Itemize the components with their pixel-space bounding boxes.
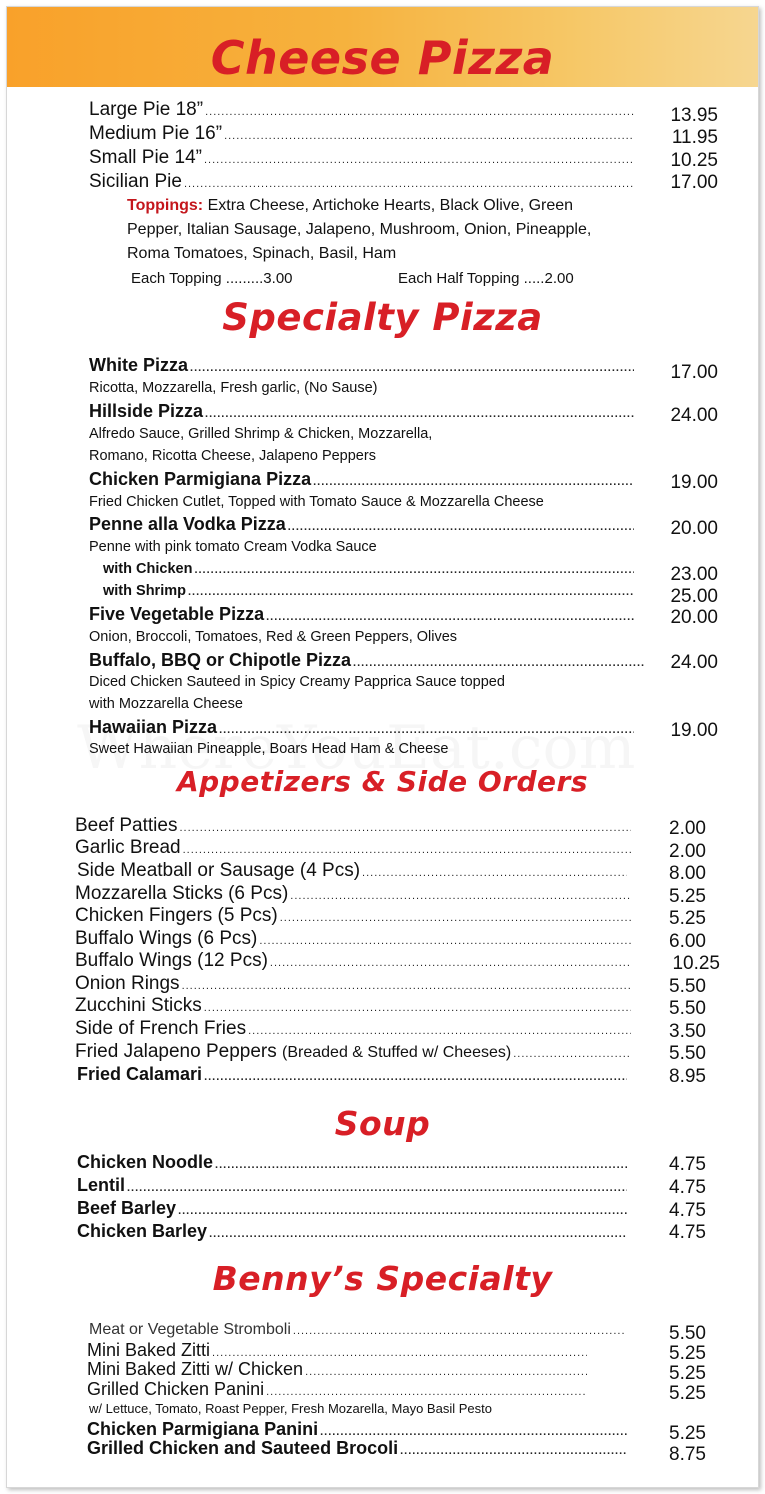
menu-item-small-pie: [89, 147, 634, 169]
menu-item-chicken-parmigiana-panini: [87, 1419, 627, 1440]
item-name: Buffalo Wings (12 Pcs): [75, 950, 268, 971]
toppings-line: Toppings: Extra Cheese, Artichoke Hearts, Black Olive, Green: [127, 197, 574, 214]
item-price: 25.00: [670, 586, 718, 607]
item-price: 10.25: [672, 953, 720, 974]
item-price: 5.25: [669, 1363, 706, 1384]
soup-heading: Soup: [334, 1104, 431, 1143]
each-half-topping-price: Each Half Topping .....2.00: [398, 270, 574, 287]
item-price: 19.00: [670, 472, 718, 493]
item-price: 5.50: [669, 1043, 706, 1064]
bennys-specialty-heading: Benny’s Specialty: [212, 1259, 553, 1298]
item-price: 10.25: [670, 150, 718, 171]
item-name: Side Meatball or Sausage (4 Pcs): [77, 860, 361, 881]
item-name: Grilled Chicken Panini: [87, 1379, 265, 1399]
menu-item-chicken-parmigiana-pizza: [89, 469, 634, 490]
menu-item-buffalo-bbq-chipotle-pizza: [89, 650, 644, 671]
item-price: 20.00: [670, 518, 718, 539]
item-description: Alfredo Sauce, Grilled Shrimp & Chicken, Mozzarella,: [89, 426, 433, 442]
menu-item-buffalo-wings-6: [75, 928, 631, 950]
item-description: Ricotta, Mozzarella, Fresh garlic, (No Sause): [89, 380, 378, 396]
item-price: 4.75: [669, 1200, 706, 1221]
menu-item-zucchini-sticks: [75, 995, 631, 1017]
item-name: Mini Baked Zitti w/ Chicken: [87, 1359, 304, 1379]
menu-item-sicilian-pie: [89, 171, 634, 193]
menu-item-beef-barley: [77, 1198, 627, 1219]
item-price: 3.50: [669, 1021, 706, 1042]
item-price: 5.50: [669, 998, 706, 1019]
item-name: Chicken Parmigiana Panini: [87, 1419, 319, 1439]
item-name: Fried Calamari: [77, 1064, 203, 1084]
item-price: 2.00: [669, 818, 706, 839]
item-name: Grilled Chicken and Sauteed Brocoli: [87, 1438, 399, 1458]
menu-item-mozzarella-sticks: [75, 883, 631, 905]
item-price: 5.50: [669, 976, 706, 997]
item-name: Medium Pie 16”: [89, 123, 223, 144]
panini-note: w/ Lettuce, Tomato, Roast Pepper, Fresh Mozarella, Mayo Basil Pesto: [89, 1401, 492, 1416]
toppings-line: Pepper, Italian Sausage, Jalapeno, Mushroom, Onion, Pineapple,: [127, 221, 592, 238]
item-name: Onion Rings: [75, 973, 180, 994]
menu-item-medium-pie: [89, 123, 634, 145]
menu-item-lentil: [77, 1175, 627, 1196]
menu-item-chicken-noodle: [77, 1152, 627, 1173]
item-price: 17.00: [670, 172, 718, 193]
item-price: 6.00: [669, 931, 706, 952]
item-name: Chicken Noodle: [77, 1152, 214, 1172]
menu-item-buffalo-wings-12: [75, 950, 631, 972]
item-price: 17.00: [670, 362, 718, 383]
item-name: Side of French Fries: [75, 1018, 247, 1039]
menu-item-garlic-bread: [75, 837, 631, 859]
item-description: Fried Chicken Cutlet, Topped with Tomato Sauce & Mozzarella Cheese: [89, 494, 544, 510]
item-price: 2.00: [669, 841, 706, 862]
item-name: Five Vegetable Pizza: [89, 604, 265, 624]
toppings-label: Toppings:: [127, 197, 204, 214]
item-name: Beef Barley: [77, 1198, 177, 1218]
item-price: 5.50: [669, 1323, 706, 1344]
item-name: Chicken Parmigiana Pizza: [89, 469, 312, 489]
item-price: 24.00: [670, 652, 718, 673]
item-description: with Mozzarella Cheese: [89, 696, 243, 712]
item-price: 11.95: [671, 127, 718, 148]
menu-item-large-pie: [89, 99, 634, 121]
menu-page: [6, 6, 759, 1488]
item-name: Lentil: [77, 1175, 125, 1195]
menu-item-chicken-barley: [77, 1221, 627, 1242]
item-price: 8.95: [669, 1066, 706, 1087]
item-price: 8.00: [669, 863, 706, 884]
menu-item-stromboli: [89, 1321, 624, 1339]
item-name: Hillside Pizza: [89, 401, 204, 421]
item-price: 4.75: [669, 1222, 706, 1243]
item-price: 23.00: [670, 564, 718, 585]
item-price: 5.25: [669, 1383, 706, 1404]
item-price: 13.95: [670, 105, 718, 126]
menu-item-side-meatball-sausage: [77, 860, 627, 882]
menu-item-hawaiian-pizza: [89, 717, 634, 738]
item-description: Penne with pink tomato Cream Vodka Sauce: [89, 539, 377, 555]
menu-item-white-pizza: [89, 355, 634, 376]
menu-item-mini-baked-zitti: [87, 1340, 587, 1361]
item-name: with Shrimp: [103, 583, 186, 599]
item-name: Large Pie 18”: [89, 99, 204, 120]
item-name: Mini Baked Zitti: [87, 1340, 211, 1360]
appetizers-heading: Appetizers & Side Orders: [176, 765, 589, 798]
menu-item-onion-rings: [75, 973, 631, 995]
item-note: (Breaded & Stuffed w/ Cheeses): [282, 1044, 512, 1061]
item-name: Chicken Barley: [77, 1221, 208, 1241]
item-price: 5.25: [669, 886, 706, 907]
item-name: Meat or Vegetable Stromboli: [89, 1321, 291, 1338]
item-description: Romano, Ricotta Cheese, Jalapeno Peppers: [89, 448, 376, 464]
item-price: 24.00: [670, 405, 718, 426]
item-name: Zucchini Sticks: [75, 995, 202, 1016]
toppings-line: Roma Tomatoes, Spinach, Basil, Ham: [127, 245, 397, 262]
menu-item-penne-alla-vodka-pizza: [89, 514, 634, 535]
item-price: 5.25: [669, 908, 706, 929]
item-name: Hawaiian Pizza: [89, 717, 218, 737]
item-price: 4.75: [669, 1154, 706, 1175]
item-description: Onion, Broccoli, Tomatoes, Red & Green Peppers, Olives: [89, 629, 458, 645]
specialty-pizza-heading: Specialty Pizza: [222, 296, 543, 339]
item-price: 5.25: [669, 1423, 706, 1444]
item-name: Sicilian Pie: [89, 171, 182, 192]
item-description: Sweet Hawaiian Pineapple, Boars Head Ham & Cheese: [89, 741, 449, 757]
menu-item-grilled-chicken-panini: [87, 1379, 587, 1400]
item-price: 20.00: [670, 607, 718, 628]
item-name: White Pizza: [89, 355, 189, 375]
menu-item-with-shrimp: [103, 583, 634, 599]
menu-item-five-vegetable-pizza: [89, 604, 634, 625]
menu-item-fried-jalapeno-peppers: [75, 1041, 631, 1063]
item-name: Buffalo, BBQ or Chipotle Pizza: [89, 650, 352, 670]
item-name: Garlic Bread: [75, 837, 181, 858]
menu-item-grilled-chicken-brocoli: [87, 1438, 627, 1459]
item-name: Mozzarella Sticks (6 Pcs): [75, 883, 289, 904]
item-name: Small Pie 14”: [89, 147, 202, 168]
menu-item-chicken-fingers: [75, 905, 631, 927]
item-description: Diced Chicken Sauteed in Spicy Creamy Papprica Sauce topped: [89, 674, 505, 690]
item-name: Buffalo Wings (6 Pcs): [75, 928, 258, 949]
each-topping-price: Each Topping .........3.00: [131, 270, 293, 287]
item-name: Penne alla Vodka Pizza: [89, 514, 286, 534]
item-price: 19.00: [670, 720, 718, 741]
menu-item-hillside-pizza: [89, 401, 634, 422]
menu-item-mini-baked-zitti-chicken: [87, 1359, 587, 1380]
item-name: Beef Patties: [75, 815, 178, 836]
cheese-pizza-heading: Cheese Pizza: [210, 31, 555, 85]
item-price: 8.75: [669, 1444, 706, 1465]
item-name: with Chicken: [103, 561, 193, 577]
item-name: Fried Jalapeno Peppers: [75, 1041, 277, 1062]
menu-item-beef-patties: [75, 815, 631, 837]
item-name: Chicken Fingers (5 Pcs): [75, 905, 278, 926]
menu-item-french-fries: [75, 1018, 631, 1040]
menu-item-fried-calamari: [77, 1064, 627, 1085]
item-price: 5.25: [669, 1343, 706, 1364]
item-price: 4.75: [669, 1177, 706, 1198]
menu-item-with-chicken: [103, 561, 634, 577]
